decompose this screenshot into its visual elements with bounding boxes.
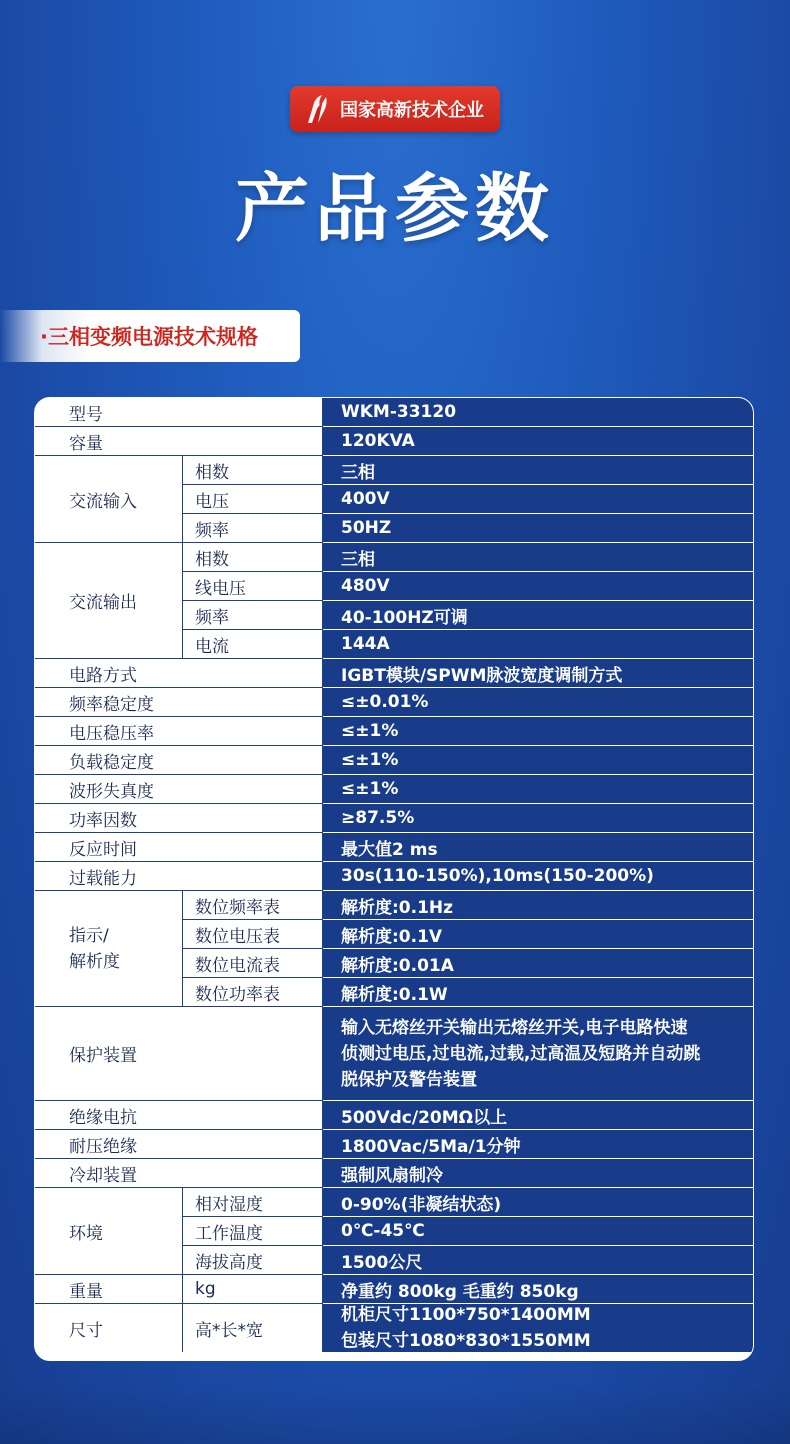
group-label: 环境	[35, 1188, 183, 1275]
sub-label: 数位电流表	[183, 949, 323, 978]
sub-label: 相对湿度	[183, 1188, 323, 1217]
row-label: 容量	[35, 427, 323, 456]
spec-value: 400V	[323, 485, 753, 514]
sub-label: 工作温度	[183, 1217, 323, 1246]
spec-value: IGBT模块/SPWM脉波宽度调制方式	[323, 659, 753, 688]
spec-value: 三相	[323, 456, 753, 485]
spec-value	[323, 1304, 753, 1352]
row-label: 冷却装置	[35, 1159, 323, 1188]
spec-value: ≤±1%	[323, 746, 753, 775]
spec-value: 120KVA	[323, 427, 753, 456]
sub-label: 频率	[183, 601, 323, 630]
text-line: 机柜尺寸1100*750*1400MM	[341, 1305, 591, 1325]
row-label: 尺寸	[35, 1304, 183, 1352]
text-line: 输入无熔丝开关输出无熔丝开关,电子电路快速	[341, 1017, 688, 1038]
high-tech-enterprise-badge	[290, 86, 500, 132]
spec-value: 解析度:0.1V	[323, 920, 753, 949]
row-label: 功率因数	[35, 804, 323, 833]
badge-text: 国家高新技术企业	[340, 100, 484, 121]
sub-label: 电流	[183, 630, 323, 659]
section-title: ·三相变频电源技术规格	[40, 325, 258, 349]
text-line: 指示/	[69, 925, 109, 946]
spec-value: 40-100HZ可调	[323, 601, 753, 630]
sub-label: 线电压	[183, 572, 323, 601]
sub-label: 电压	[183, 485, 323, 514]
row-label: 负载稳定度	[35, 746, 323, 775]
flame-logo-icon	[298, 89, 338, 129]
spec-value: 480V	[323, 572, 753, 601]
spec-value: 三相	[323, 543, 753, 572]
sub-label: 数位功率表	[183, 978, 323, 1007]
spec-value: 最大值2 ms	[323, 833, 753, 862]
sub-label: 数位频率表	[183, 891, 323, 920]
row-label: 保护装置	[35, 1007, 323, 1101]
spec-value: WKM-33120	[323, 398, 753, 427]
section-header	[0, 310, 300, 362]
text-line: 包装尺寸1080*830*1550MM	[341, 1331, 591, 1351]
spec-value: 144A	[323, 630, 753, 659]
spec-value: 0℃-45℃	[323, 1217, 753, 1246]
spec-grid	[35, 398, 753, 1360]
spec-table	[34, 397, 754, 1361]
row-label: 耐压绝缘	[35, 1130, 323, 1159]
row-label: 电压稳压率	[35, 717, 323, 746]
spec-value: ≥87.5%	[323, 804, 753, 833]
spec-value: 50HZ	[323, 514, 753, 543]
spec-value	[323, 1007, 753, 1101]
sub-label: 数位电压表	[183, 920, 323, 949]
row-label: 频率稳定度	[35, 688, 323, 717]
sub-label: 高*长*宽	[183, 1304, 323, 1352]
spec-value: 500Vdc/20MΩ以上	[323, 1101, 753, 1130]
sub-label: 相数	[183, 543, 323, 572]
row-label: 重量	[35, 1275, 183, 1304]
bottom-shade	[0, 1384, 790, 1444]
sub-label: 相数	[183, 456, 323, 485]
spec-value: 净重约 800kg 毛重约 850kg	[323, 1275, 753, 1304]
row-label: 电路方式	[35, 659, 323, 688]
spec-value: 强制风扇制冷	[323, 1159, 753, 1188]
text-line: 解析度	[69, 951, 120, 972]
row-label: 型号	[35, 398, 323, 427]
row-label: 过载能力	[35, 862, 323, 891]
spec-value: 解析度:0.1W	[323, 978, 753, 1007]
spec-value: 1800Vac/5Ma/1分钟	[323, 1130, 753, 1159]
spec-value: ≤±1%	[323, 775, 753, 804]
group-label: 交流输出	[35, 543, 183, 659]
group-label	[35, 891, 183, 1007]
spec-value: 30s(110-150%),10ms(150-200%)	[323, 862, 753, 891]
spec-value: 0-90%(非凝结状态)	[323, 1188, 753, 1217]
spec-value: 1500公尺	[323, 1246, 753, 1275]
spec-value: ≤±0.01%	[323, 688, 753, 717]
sub-label: 频率	[183, 514, 323, 543]
spec-value: 解析度:0.1Hz	[323, 891, 753, 920]
group-label: 交流输入	[35, 456, 183, 543]
row-label: 反应时间	[35, 833, 323, 862]
page-title: 产品参数	[235, 166, 555, 252]
sub-label: kg	[183, 1275, 323, 1304]
sub-label: 海拔高度	[183, 1246, 323, 1275]
row-label: 绝缘电抗	[35, 1101, 323, 1130]
text-line: 侦测过电压,过电流,过载,过高温及短路并自动跳	[341, 1043, 701, 1064]
spec-value: ≤±1%	[323, 717, 753, 746]
text-line: 脱保护及警告装置	[341, 1069, 477, 1090]
spec-value: 解析度:0.01A	[323, 949, 753, 978]
row-label: 波形失真度	[35, 775, 323, 804]
